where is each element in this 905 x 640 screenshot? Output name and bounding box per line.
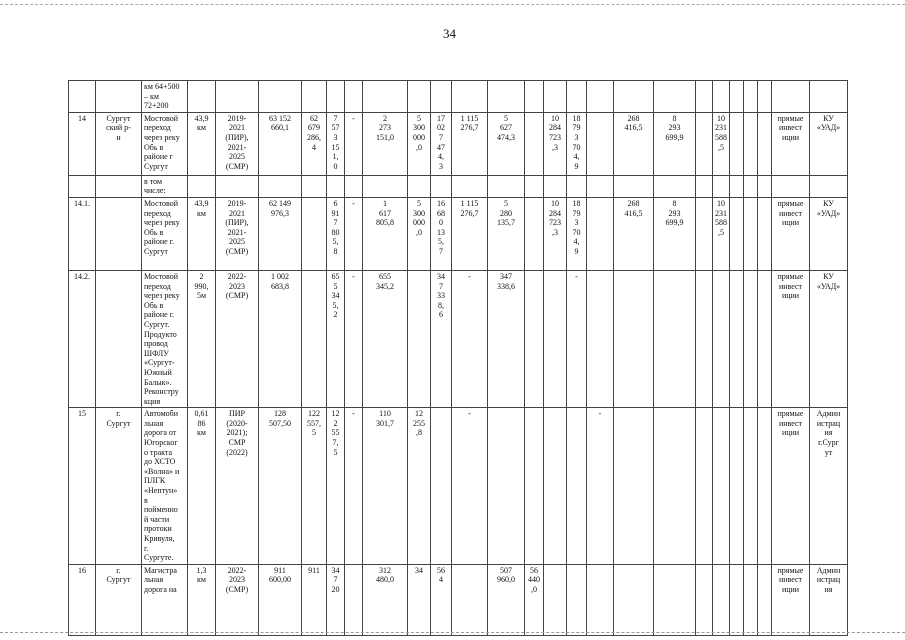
cell-c10 [525,408,544,565]
cell-c11: 10 284 723 ,3 [544,197,567,270]
cell-c3 [327,81,345,113]
cell-c12 [567,564,587,635]
cell-c20 [758,112,772,175]
cell-num: 14.2. [69,270,96,407]
cell-c17: 10 231 588 ,5 [713,112,730,175]
cell-period: 2019- 2021 (ПИР), 2021- 2025 (СМР) [216,197,259,270]
cell-c2 [302,197,327,270]
cell-c2: 122 557, 5 [302,408,327,565]
cell-c13 [587,81,614,113]
cell-c18 [730,81,744,113]
cell-c9 [488,175,525,197]
cell-c1 [259,81,302,113]
cell-owner [810,175,848,197]
cell-c16 [696,564,713,635]
cell-place [96,175,142,197]
cell-c3: 65 5 34 5, 2 [327,270,345,407]
cell-c10 [525,112,544,175]
cell-len [188,175,216,197]
cell-c18 [730,564,744,635]
cell-c13 [587,175,614,197]
cell-place [96,270,142,407]
cell-c1: 62 149 976,3 [259,197,302,270]
cell-c5: 2 273 151,0 [363,112,408,175]
cell-c8 [452,81,488,113]
cell-period [216,175,259,197]
cell-c8: - [452,270,488,407]
cell-name: Автомоби льная дорога от Югорског о тракта до ХСТО «Волна» и ПЛГК «Нептун» в пойменно й части протоки Кривуля, г. Сургуте. [142,408,188,565]
table-row [69,408,848,565]
cell-place: г. Сургут [96,564,142,635]
cell-c15 [654,81,696,113]
cell-name: Магистра льная дорога на [142,564,188,635]
cell-c6 [408,81,431,113]
cell-period: 2022- 2023 (СМР) [216,564,259,635]
cell-c2 [302,270,327,407]
cell-c3: 6 91 7 80 5, 8 [327,197,345,270]
cell-c17 [713,270,730,407]
cell-len: 43,9 км [188,197,216,270]
cell-c19 [744,112,758,175]
cell-c8: - [452,408,488,565]
cell-c13 [587,564,614,635]
cell-len: 0,61 86 км [188,408,216,565]
cell-c16 [696,408,713,565]
cell-c2 [302,175,327,197]
cell-c6: 5 300 000 ,0 [408,112,431,175]
cell-c13 [587,197,614,270]
cell-c13: - [587,408,614,565]
cell-c10 [525,197,544,270]
cell-name: Мостовой переход через реку Обь в районе г Сургут [142,112,188,175]
cell-c13 [587,270,614,407]
cell-c18 [730,408,744,565]
cell-c9: 347 338,6 [488,270,525,407]
cell-c6: 5 300 000 ,0 [408,197,431,270]
cell-c6: 12 255 ,8 [408,408,431,565]
table-row [69,81,848,113]
cell-c7: 34 7 33 8, 6 [431,270,452,407]
cell-num: 14.1. [69,197,96,270]
cell-len [188,81,216,113]
cell-c6 [408,270,431,407]
cell-period: ПИР (2020- 2021); СМР (2022) [216,408,259,565]
cell-owner: КУ «УАД» [810,270,848,407]
cell-c7: 56 4 [431,564,452,635]
cell-num: 16 [69,564,96,635]
cell-c12: 18 79 3 70 4, 9 [567,197,587,270]
cell-c4: - [345,112,363,175]
cell-c11 [544,270,567,407]
cell-c7: 17 02 7 47 4, 3 [431,112,452,175]
cell-c1: 911 600,00 [259,564,302,635]
cell-c14 [614,564,654,635]
cell-c5 [363,81,408,113]
bottom-border-line [0,632,905,633]
cell-c6 [408,175,431,197]
cell-c5: 1 617 805,8 [363,197,408,270]
cell-num: 14 [69,112,96,175]
cell-c14 [614,408,654,565]
cell-c17 [713,564,730,635]
cell-c3: 7 57 3 15 1, 0 [327,112,345,175]
cell-place [96,81,142,113]
page-number: 34 [443,26,456,41]
cell-c4: - [345,270,363,407]
cell-c9 [488,81,525,113]
cell-c4 [345,175,363,197]
cell-c1: 1 002 683,8 [259,270,302,407]
cell-c14: 268 416,5 [614,197,654,270]
cell-c8: 1 115 276,7 [452,112,488,175]
cell-c1: 63 152 660,1 [259,112,302,175]
cell-c1: 128 507,50 [259,408,302,565]
cell-src: прямые инвест иции [772,270,810,407]
cell-c19 [744,197,758,270]
cell-c8: 1 115 276,7 [452,197,488,270]
cell-c7 [431,408,452,565]
cell-c20 [758,564,772,635]
cell-c1 [259,175,302,197]
cell-c15: 8 293 699,9 [654,112,696,175]
cell-c9 [488,408,525,565]
cell-src [772,175,810,197]
cell-c20 [758,197,772,270]
cell-c4 [345,81,363,113]
cell-owner: Админ истрац ия г.Сург ут [810,408,848,565]
cell-place: Сургут ский р- н [96,112,142,175]
cell-c5: 312 480,0 [363,564,408,635]
cell-c11 [544,408,567,565]
cell-c3: 34 7 20 [327,564,345,635]
cell-c18 [730,270,744,407]
cell-c20 [758,175,772,197]
cell-c12 [567,175,587,197]
cell-c17: 10 231 588 ,5 [713,197,730,270]
cell-c17 [713,81,730,113]
cell-src: прямые инвест иции [772,197,810,270]
cell-len: 1,3 км [188,564,216,635]
cell-c15 [654,564,696,635]
cell-c9: 507 960,0 [488,564,525,635]
cell-c4: - [345,197,363,270]
cell-c15 [654,270,696,407]
cell-c19 [744,81,758,113]
cell-c16 [696,197,713,270]
cell-name: Мостовой переход через реку Обь в районе г. Сургут. Продукто провод ШФЛУ «Сургут- Южный Балык». Реконстру кция [142,270,188,407]
cell-c3: 12 2 55 7, 5 [327,408,345,565]
cell-c8 [452,175,488,197]
cell-c18 [730,112,744,175]
cell-c13 [587,112,614,175]
table-row [69,175,848,197]
cell-c9: 5 280 135,7 [488,197,525,270]
cell-c12 [567,81,587,113]
cell-period [216,81,259,113]
cell-len: 43,9 км [188,112,216,175]
cell-name: км 64+500 – км 72+200 [142,81,188,113]
cell-owner: КУ «УАД» [810,197,848,270]
cell-c19 [744,270,758,407]
cell-c6: 34 [408,564,431,635]
cell-c8 [452,564,488,635]
cell-c20 [758,270,772,407]
cell-c3 [327,175,345,197]
cell-c19 [744,408,758,565]
cell-c12: - [567,270,587,407]
cell-num [69,81,96,113]
cell-c5 [363,175,408,197]
cell-src: прямые инвест иции [772,112,810,175]
cell-c16 [696,112,713,175]
cell-c5: 655 345,2 [363,270,408,407]
cell-c11: 10 284 723 ,3 [544,112,567,175]
cell-c7: 16 68 0 13 5, 7 [431,197,452,270]
cell-src: прямые инвест иции [772,408,810,565]
table-row [69,564,848,635]
cell-c11 [544,175,567,197]
cell-place [96,197,142,270]
cell-name: Мостовой переход через реку Обь в районе г. Сургут [142,197,188,270]
cell-c14 [614,175,654,197]
top-border-line [0,4,905,5]
cell-c11 [544,81,567,113]
cell-period: 2019- 2021 (ПИР), 2021- 2025 (СМР) [216,112,259,175]
cell-c14: 268 416,5 [614,112,654,175]
cell-c14 [614,81,654,113]
cell-c16 [696,81,713,113]
cell-c11 [544,564,567,635]
cell-c18 [730,175,744,197]
cell-period: 2022- 2023 (СМР) [216,270,259,407]
cell-c19 [744,564,758,635]
cell-c12 [567,408,587,565]
cell-num [69,175,96,197]
cell-c19 [744,175,758,197]
cell-owner: Админ истрац ия [810,564,848,635]
cell-owner [810,81,848,113]
cell-c12: 18 79 3 70 4, 9 [567,112,587,175]
cell-c2 [302,81,327,113]
cell-c10 [525,270,544,407]
table-row [69,112,848,175]
cell-place: г. Сургут [96,408,142,565]
cell-c2: 911 [302,564,327,635]
cell-c20 [758,408,772,565]
cell-num: 15 [69,408,96,565]
cell-c15 [654,175,696,197]
cell-c4: - [345,408,363,565]
cell-c17 [713,175,730,197]
cell-c2: 62 679 286, 4 [302,112,327,175]
cell-c10 [525,81,544,113]
cell-c10 [525,175,544,197]
cell-c5: 110 301,7 [363,408,408,565]
cell-c4 [345,564,363,635]
cell-c20 [758,81,772,113]
cell-c9: 5 627 474,3 [488,112,525,175]
table-row [69,197,848,270]
cell-c15: 8 293 699,9 [654,197,696,270]
cell-c15 [654,408,696,565]
cell-c7 [431,175,452,197]
cell-src: прямые инвест иции [772,564,810,635]
cell-c17 [713,408,730,565]
cell-c16 [696,175,713,197]
investment-table [68,80,848,636]
cell-c18 [730,197,744,270]
cell-c10: 56 440 ,0 [525,564,544,635]
cell-src [772,81,810,113]
cell-c16 [696,270,713,407]
cell-owner: КУ «УАД» [810,112,848,175]
cell-len: 2 990, 5м [188,270,216,407]
cell-c14 [614,270,654,407]
cell-c7 [431,81,452,113]
cell-name: в том числе: [142,175,188,197]
table-row [69,270,848,407]
